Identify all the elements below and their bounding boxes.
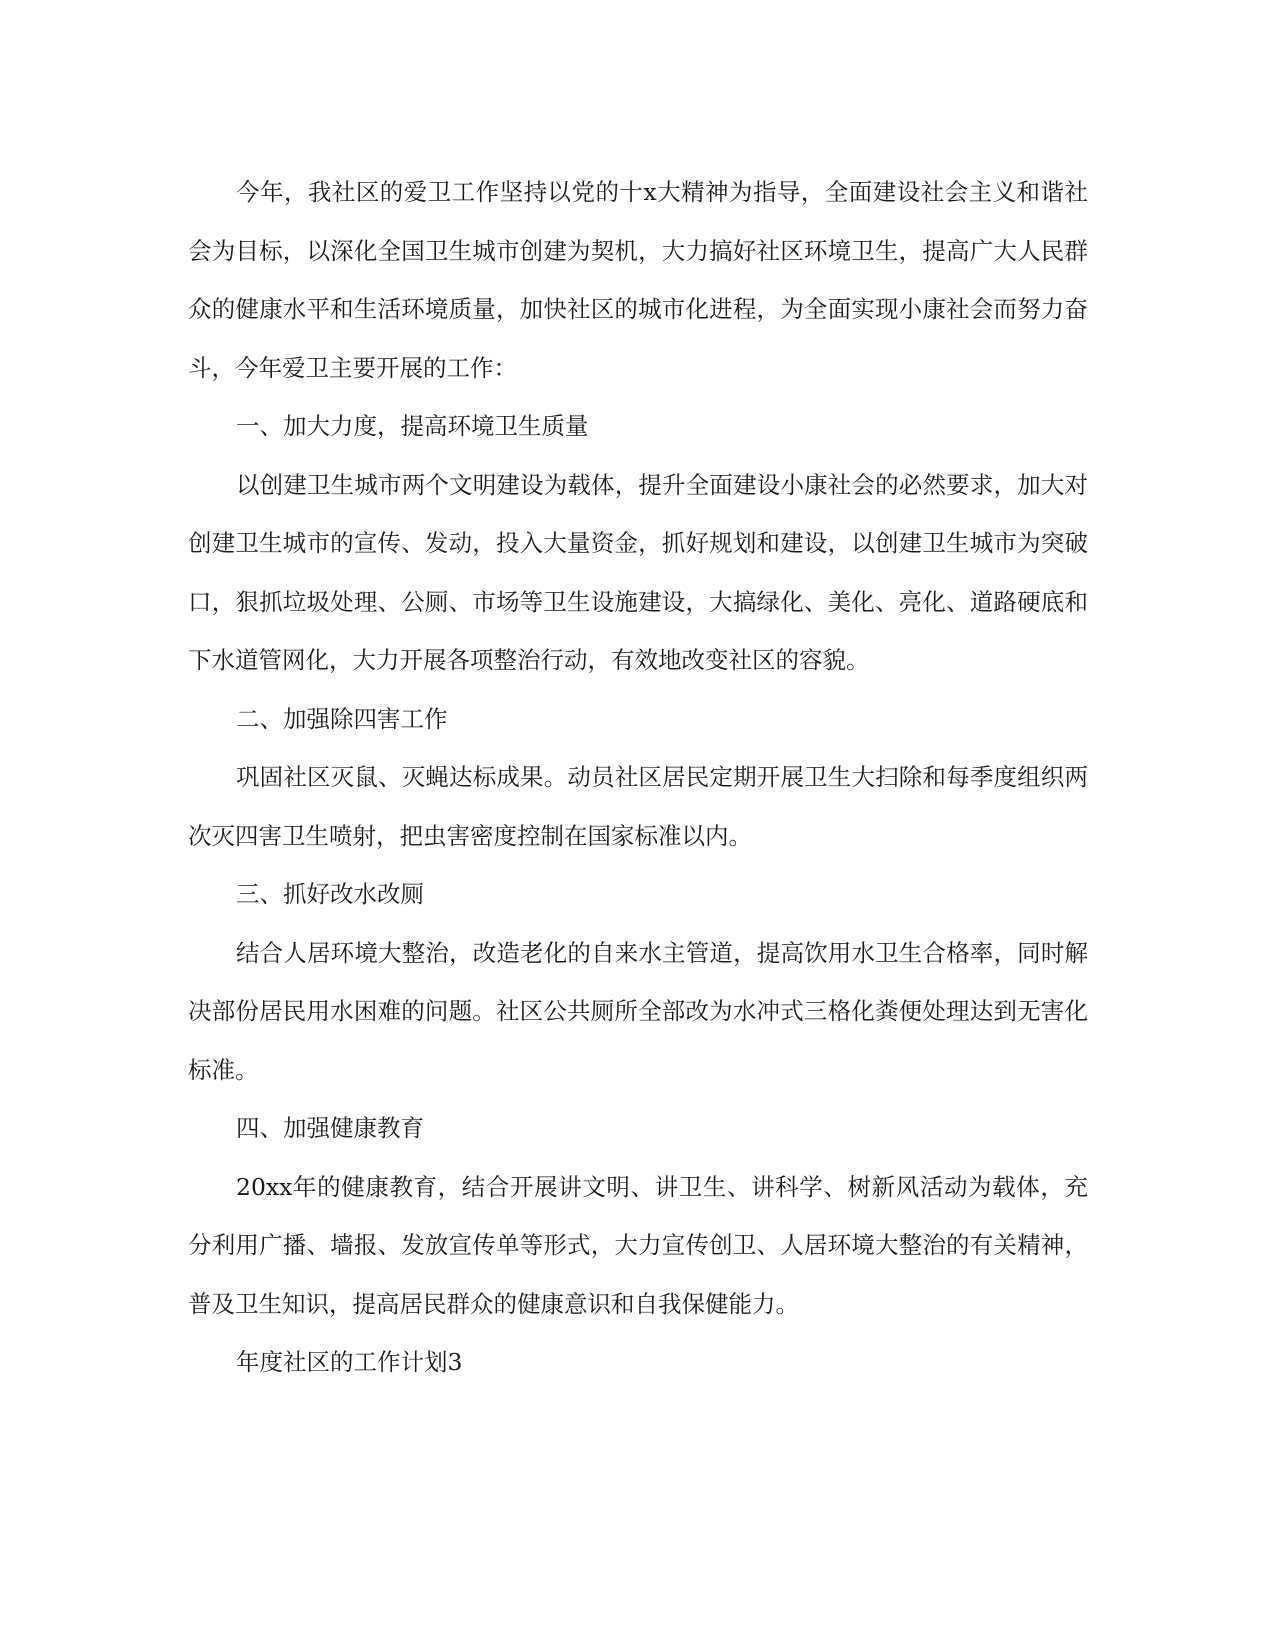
section-heading-3: 三、抓好改水改厕	[236, 880, 424, 908]
section-body-2: 巩固社区灭鼠、灭蝇达标成果。动员社区居民定期开展卫生大扫除和每季度组织两次灭四害卫生喷射，把虫害密度控制在国家标准以内。	[188, 763, 1088, 850]
section-body-1: 以创建卫生城市两个文明建设为载体，提升全面建设小康社会的必然要求，加大对创建卫生城市的宣传、发动，投入大量资金，抓好规划和建设，以创建卫生城市为突破口，狠抓垃圾处理、公厕、市场等卫生设施建设，大搞绿化、美化、亮化、道路硬底和下水道管网化，大力开展各项整治行动，有效地改变社区的容貌。	[188, 470, 1088, 674]
document-body	[188, 163, 1088, 1392]
next-plan-title: 年度社区的工作计划3	[236, 1348, 463, 1376]
intro-paragraph: 今年，我社区的爱卫工作坚持以党的十x大精神为指导，全面建设社会主义和谐社会为目标，以深化全国卫生城市创建为契机，大力搞好社区环境卫生，提高广大人民群众的健康水平和生活环境质量，加快社区的城市化进程，为全面实现小康社会而努力奋斗，今年爱卫主要开展的工作：	[188, 178, 1088, 382]
section-heading-1: 一、加大力度，提高环境卫生质量	[236, 412, 589, 440]
section-body-3: 结合人居环境大整治，改造老化的自来水主管道，提高饮用水卫生合格率，同时解决部份居民用水困难的问题。社区公共厕所全部改为水冲式三格化粪便处理达到无害化标准。	[188, 938, 1088, 1084]
section-body-4: 20xx年的健康教育，结合开展讲文明、讲卫生、讲科学、树新风活动为载体，充分利用广播、墙报、发放宣传单等形式，大力宣传创卫、人居环境大整治的有关精神，普及卫生知识，提高居民群众的健康意识和自我保健能力。	[188, 1172, 1088, 1318]
section-heading-4: 四、加强健康教育	[236, 1114, 424, 1142]
section-heading-2: 二、加强除四害工作	[236, 704, 448, 733]
